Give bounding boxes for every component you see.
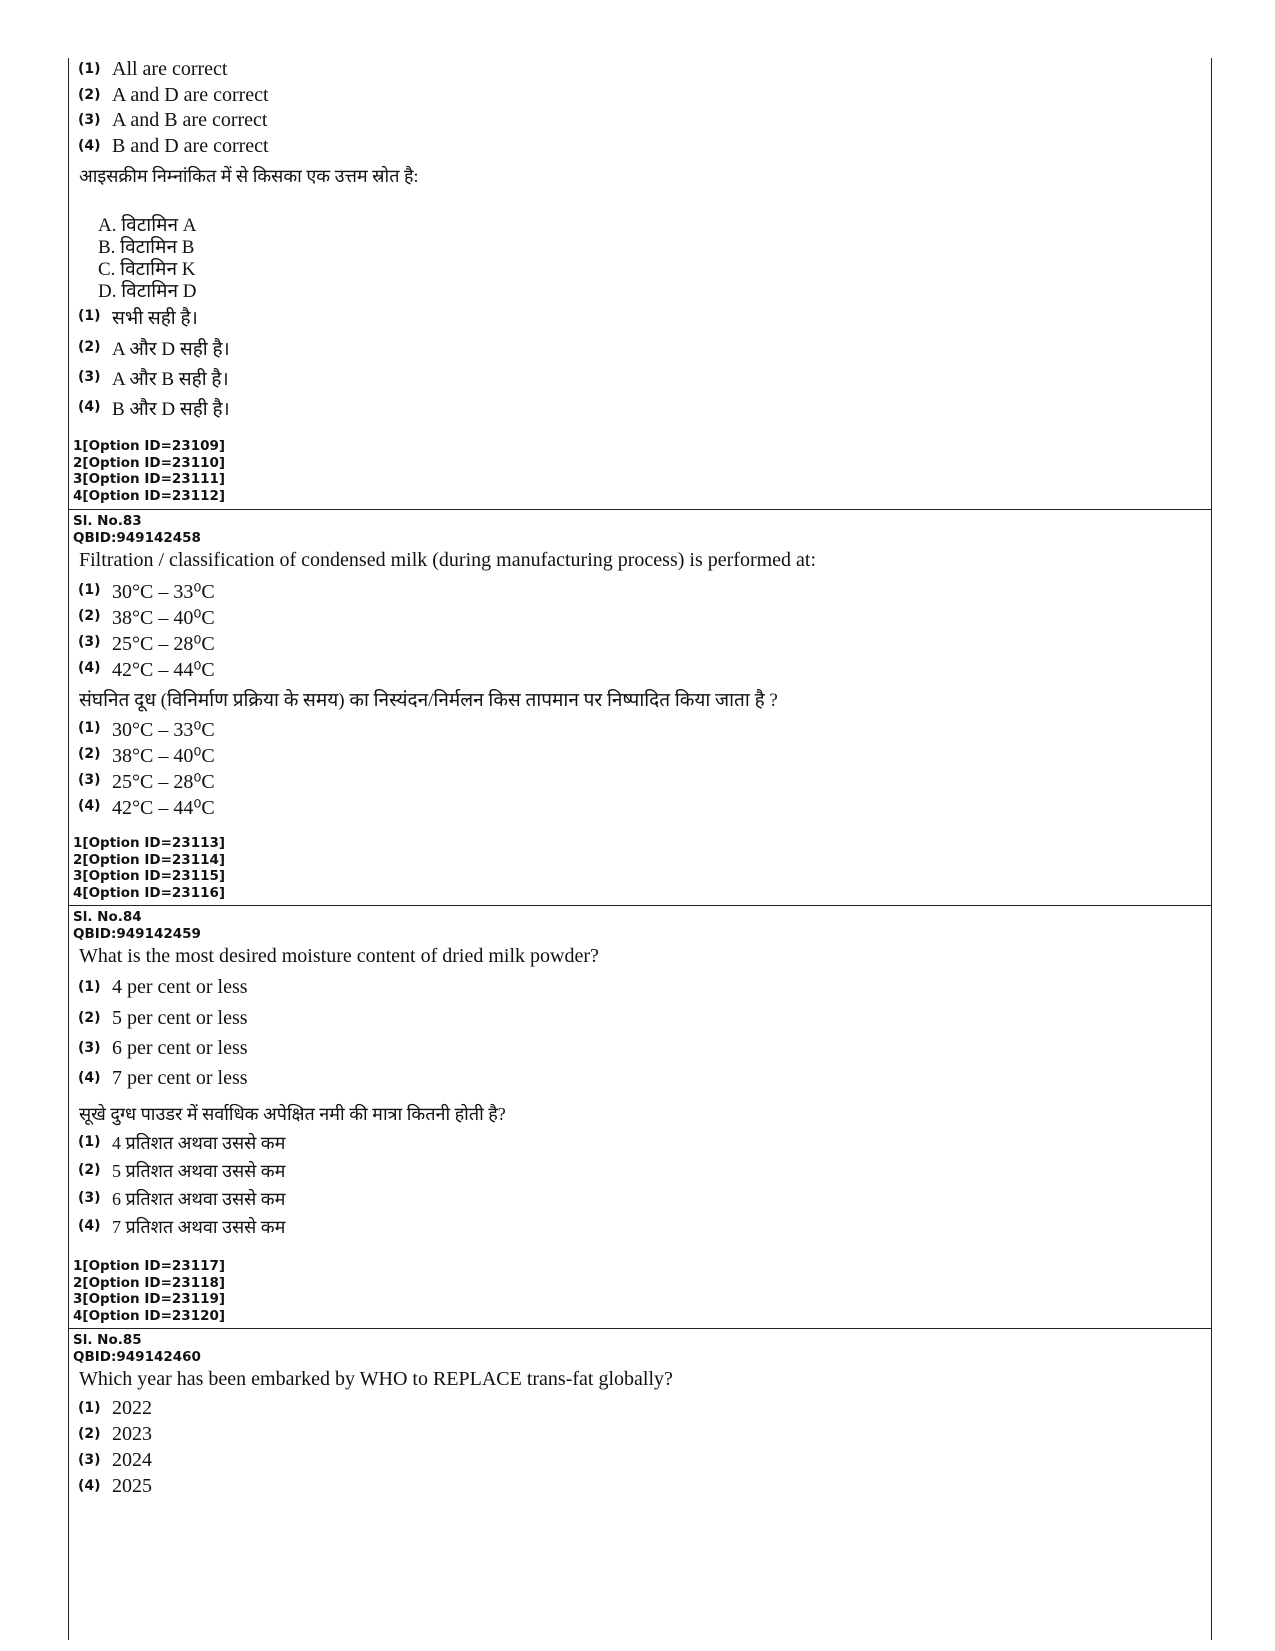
option-number: (3)	[78, 1190, 101, 1206]
sub-item: B. विटामिन B	[98, 237, 195, 258]
option-number: (3)	[78, 1040, 101, 1056]
option-id-list	[73, 835, 225, 901]
option-text: 7 प्रतिशत अथवा उससे कम	[112, 1217, 286, 1237]
option-id: 1[Option ID=23109]	[73, 438, 226, 454]
option-text: A and D are correct	[112, 84, 269, 106]
question-header	[73, 513, 201, 546]
option-number: (1)	[78, 1134, 101, 1150]
option-id: 2[Option ID=23114]	[73, 851, 226, 868]
option-text: 2024	[112, 1449, 152, 1471]
option-id-list	[73, 1258, 225, 1324]
option-number: (2)	[78, 608, 101, 624]
sub-item: C. विटामिन K	[98, 259, 196, 280]
option-text: B और D सही है।	[112, 399, 230, 420]
option-text: 2023	[112, 1423, 152, 1445]
option-id: 3[Option ID=23119]	[73, 1291, 226, 1307]
option-id: 4[Option ID=23116]	[73, 884, 226, 901]
option-text: 4 per cent or less	[112, 976, 248, 998]
serial-number: Sl. No.83	[73, 513, 142, 529]
option-number: (1)	[78, 582, 101, 598]
option-number: (2)	[78, 87, 101, 103]
option-text: 4 प्रतिशत अथवा उससे कम	[112, 1133, 286, 1153]
option-text: 25°C – 28⁰C	[112, 771, 215, 793]
option-text: 2022	[112, 1397, 152, 1419]
option-number: (4)	[78, 1218, 101, 1234]
question-header	[73, 909, 201, 942]
question-text-hindi: आइसक्रीम निम्नांकित में से किसका एक उत्तम स्रोत है:	[79, 166, 419, 186]
option-id: 1[Option ID=23117]	[73, 1258, 226, 1274]
option-text: 5 प्रतिशत अथवा उससे कम	[112, 1161, 286, 1181]
option-number: (3)	[78, 634, 101, 650]
option-text: A और B सही है।	[112, 369, 229, 390]
question-text-english: What is the most desired moisture content of dried milk powder?	[79, 945, 599, 967]
option-number: (3)	[78, 772, 101, 788]
option-number: (2)	[78, 746, 101, 762]
question-text-hindi: संघनित दूध (विनिर्माण प्रक्रिया के समय) का निस्यंदन/निर्मलन किस तापमान पर निष्पादित किया जाता है ?	[79, 690, 778, 711]
serial-number: Sl. No.84	[73, 909, 142, 925]
option-text: 2025	[112, 1475, 152, 1497]
option-number: (2)	[78, 339, 101, 355]
option-number: (1)	[78, 720, 101, 736]
option-number: (1)	[78, 1400, 101, 1416]
option-text: B and D are correct	[112, 135, 269, 157]
option-id: 3[Option ID=23115]	[73, 868, 226, 884]
qbid: QBID:949142459	[73, 925, 201, 942]
option-number: (4)	[78, 798, 101, 814]
section-divider	[69, 1328, 1211, 1329]
option-id: 2[Option ID=23118]	[73, 1274, 226, 1291]
option-number: (3)	[78, 112, 101, 128]
option-text: 38°C – 40⁰C	[112, 607, 215, 629]
option-text: 5 per cent or less	[112, 1007, 248, 1029]
option-text: सभी सही है।	[112, 308, 198, 329]
question-paper-page	[68, 58, 1212, 1640]
option-text: 30°C – 33⁰C	[112, 719, 215, 741]
option-number: (4)	[78, 1070, 101, 1086]
option-number: (4)	[78, 138, 101, 154]
option-text: 42°C – 44⁰C	[112, 659, 215, 681]
option-text: 6 per cent or less	[112, 1037, 248, 1059]
section-divider	[69, 509, 1211, 510]
option-id-list	[73, 438, 225, 504]
qbid: QBID:949142458	[73, 529, 201, 546]
option-text: 6 प्रतिशत अथवा उससे कम	[112, 1189, 286, 1209]
option-id: 1[Option ID=23113]	[73, 835, 226, 851]
question-text-hindi: सूखे दुग्ध पाउडर में सर्वाधिक अपेक्षित नमी की मात्रा कितनी होती है?	[79, 1104, 506, 1124]
option-number: (2)	[78, 1162, 101, 1178]
option-text: A और D सही है।	[112, 339, 230, 360]
option-number: (1)	[78, 979, 101, 995]
option-number: (1)	[78, 61, 101, 77]
option-number: (3)	[78, 369, 101, 385]
question-text-english: Which year has been embarked by WHO to REPLACE trans-fat globally?	[79, 1368, 673, 1390]
qbid: QBID:949142460	[73, 1348, 201, 1365]
option-number: (4)	[78, 660, 101, 676]
option-id: 3[Option ID=23111]	[73, 471, 226, 487]
option-number: (4)	[78, 399, 101, 415]
option-text: A and B are correct	[112, 109, 268, 131]
option-id: 2[Option ID=23110]	[73, 454, 226, 471]
sub-item: D. विटामिन D	[98, 281, 197, 302]
option-id: 4[Option ID=23120]	[73, 1307, 226, 1324]
option-number: (2)	[78, 1010, 101, 1026]
option-text: 38°C – 40⁰C	[112, 745, 215, 767]
option-number: (4)	[78, 1478, 101, 1494]
option-number: (3)	[78, 1452, 101, 1468]
serial-number: Sl. No.85	[73, 1332, 142, 1348]
option-text: 25°C – 28⁰C	[112, 633, 215, 655]
option-text: 42°C – 44⁰C	[112, 797, 215, 819]
option-number: (2)	[78, 1426, 101, 1442]
section-divider	[69, 905, 1211, 906]
sub-item: A. विटामिन A	[98, 215, 197, 236]
question-text-english: Filtration / classification of condensed milk (during manufacturing process) is performed at:	[79, 549, 817, 571]
option-text: 7 per cent or less	[112, 1067, 248, 1089]
option-number: (1)	[78, 308, 101, 324]
question-header	[73, 1332, 201, 1365]
option-text: 30°C – 33⁰C	[112, 581, 215, 603]
option-text: All are correct	[112, 58, 228, 80]
option-id: 4[Option ID=23112]	[73, 487, 226, 504]
